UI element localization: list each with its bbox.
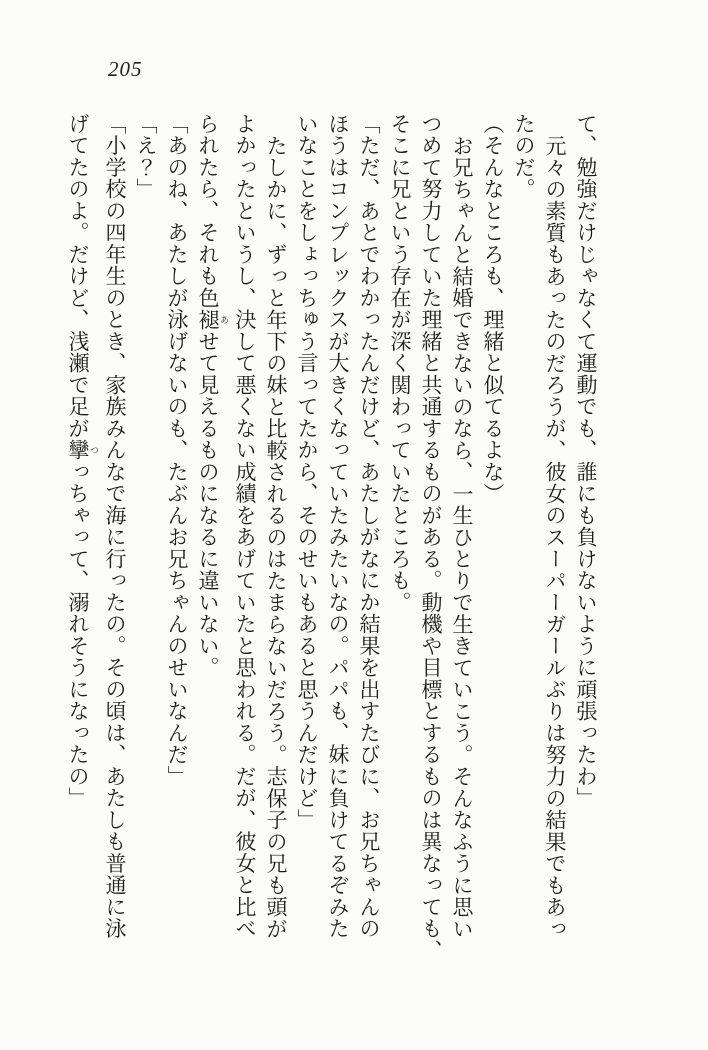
text-line-3: たのだ。 bbox=[512, 113, 536, 200]
text-line-8: 「ただ、あとでわかったんだけど、あたしがなにか結果を出すたびに、お兄ちゃんの bbox=[357, 113, 381, 940]
text-line-16: 「小学校の四年生のとき、家族みんなで海に行ったの。その頃は、あたしも普通に泳 bbox=[103, 113, 127, 940]
page-number: 205 bbox=[108, 57, 143, 81]
text-line-1: て、勉強だけじゃなくて運動でも、誰にも負けないように頑張ったわ」 bbox=[574, 113, 598, 809]
text-line-2: 元々の素質もあったのだろうが、彼女のスーパーガールぶりは努力の結果でもあっ bbox=[543, 135, 567, 940]
text-line-4: （そんなところも、理緒と似てるよな） bbox=[481, 113, 505, 505]
furigana-ruby: 攣 つ bbox=[66, 439, 99, 461]
text-line-6: つめて努力していた理緒と共通するものがある。動機や目標とするものは異なっても、 bbox=[419, 113, 443, 962]
text-line-12: よかったというし、決して悪くない成績をあげていたと思われる。だが、彼女と比べ bbox=[233, 113, 257, 940]
text-area bbox=[62, 113, 601, 962]
text-line-7: そこに兄という存在が深く関わっていたところも。 bbox=[388, 113, 412, 614]
text-line-17: げてたのよ。だけど、浅瀬で足が攣 つっちゃって、溺れそうになったの」 bbox=[66, 113, 99, 809]
text-line-5: お兄ちゃんと結婚できないのなら、一生ひとりで生きていこう。そんなふうに思い bbox=[450, 135, 474, 940]
text-line-13: られたら、それも色褪 あせて見えるものになるに違いない。 bbox=[196, 113, 229, 679]
text-line-15: 「え？」 bbox=[134, 113, 158, 200]
furigana-ruby: 褪 あ bbox=[196, 308, 229, 331]
text-line-9: ほうはコンプレックスが大きくなっていたみたいなの。パパも、妹に負けてるぞみた bbox=[326, 113, 350, 940]
text-line-14: 「あのね、あたしが泳げないのも、たぶんお兄ちゃんのせいなんだ」 bbox=[165, 113, 189, 788]
text-line-11: たしかに、ずっと年下の妹と比較されるのはたまらないだろう。志保子の兄も頭が bbox=[264, 135, 288, 940]
text-line-10: いなことをしょっちゅう言ってたから、そのせいもあると思うんだけど」 bbox=[295, 113, 319, 831]
